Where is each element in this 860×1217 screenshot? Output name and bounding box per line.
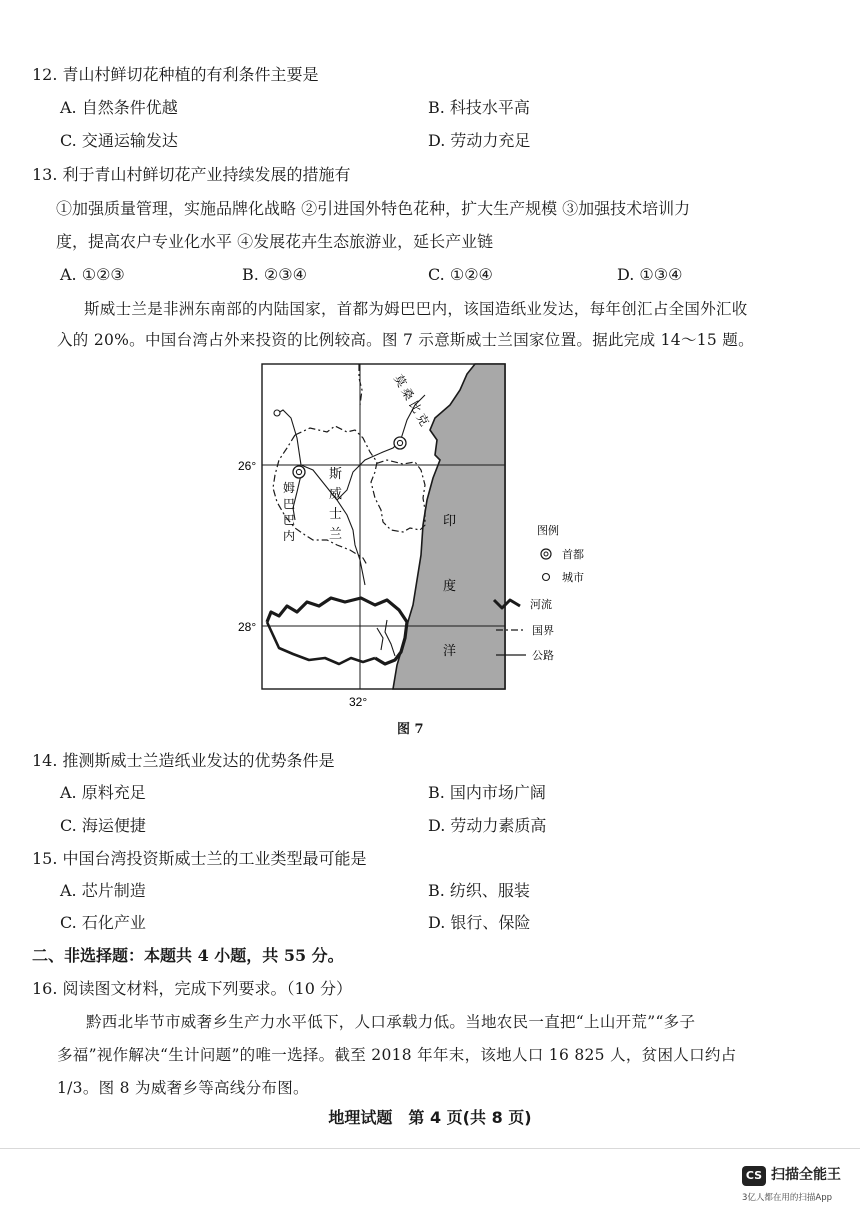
legend-title: 图例 xyxy=(537,524,559,537)
q13-statement-line2: 度，提高农户专业化水平 ④发展花卉生态旅游业，延长产业链 xyxy=(56,232,494,251)
map-legend xyxy=(492,520,602,670)
q12-option-a: A. 自然条件优越 xyxy=(60,98,178,117)
mozambique-char-3: 比 xyxy=(406,398,425,416)
q16-material-line3: 1/3。图 8 为威奢乡等高线分布图。 xyxy=(57,1079,309,1097)
intro-line1: 斯威士兰是非洲东南部的内陆国家，首都为姆巴巴内，该国造纸业发达，每年创汇占全国外汇收 xyxy=(84,300,748,318)
country-char-1: 斯 xyxy=(329,467,343,482)
country-char-3: 士 xyxy=(329,507,343,522)
city-symbol-coast xyxy=(394,437,406,449)
intro-line2: 入的 20%。中国台湾占外来投资的比例较高。图 7 示意斯威士兰国家位置。据此完成 14～15 题。 xyxy=(57,331,754,349)
scanner-app-name: 扫描全能王 xyxy=(771,1167,841,1183)
legend-border-label: 国界 xyxy=(532,624,554,637)
capital-char-4: 内 xyxy=(283,529,296,543)
legend-road-label: 公路 xyxy=(532,649,554,662)
country-char-4: 兰 xyxy=(329,527,343,542)
legend-river-label: 河流 xyxy=(530,598,552,611)
scanner-tagline: 3亿人都在用的扫描App xyxy=(742,1193,833,1203)
q16-material-line2: 多福”视作解决“生计问题”的唯一选择。截至 2018 年年末，该地人口 16 825 人，贫困人口约占 xyxy=(57,1046,737,1064)
ocean-char-2: 度 xyxy=(443,579,457,594)
q14-option-d: D. 劳动力素质高 xyxy=(428,816,547,835)
section-2-heading: 二、非选择题：本题共 4 小题，共 55 分。 xyxy=(32,946,344,965)
q14-stem: 14. 推测斯威士兰造纸业发达的优势条件是 xyxy=(32,751,335,770)
city-symbol-north xyxy=(274,410,280,416)
legend-city-icon xyxy=(543,574,550,581)
q13-statement-line1: ①加强质量管理，实施品牌化战略 ②引进国外特色花种，扩大生产规模 ③加强技术培训力 xyxy=(56,199,691,218)
legend-city-label: 城市 xyxy=(562,571,584,584)
q15-option-d: D. 银行、保险 xyxy=(428,913,531,932)
q12-option-d: D. 劳动力充足 xyxy=(428,131,531,150)
capital-char-3: 巴 xyxy=(283,513,296,527)
q16-stem: 16. 阅读图文材料，完成下列要求。（10 分） xyxy=(32,979,352,998)
q16-material-line1: 黔西北毕节市威奢乡生产力水平低下，人口承载力低。当地农民一直把“上山开荒”“多子 xyxy=(86,1013,696,1031)
capital-symbol-mbabane xyxy=(293,466,305,478)
mozambique-char-1: 莫 xyxy=(391,372,410,390)
lon-label-32: 32° xyxy=(349,695,368,709)
q14-option-b: B. 国内市场广阔 xyxy=(428,783,546,802)
lat-label-26: 26° xyxy=(238,459,257,473)
q13-option-a: A. ①②③ xyxy=(60,265,125,284)
q12-option-b: B. 科技水平高 xyxy=(428,98,530,117)
q13-option-c: C. ①②④ xyxy=(428,265,493,284)
lat-label-28: 28° xyxy=(238,620,257,634)
q15-option-a: A. 芯片制造 xyxy=(60,881,146,900)
ocean-char-3: 洋 xyxy=(443,644,457,659)
q13-option-d: D. ①③④ xyxy=(617,265,683,284)
capital-char-2: 巴 xyxy=(283,497,296,511)
page-footer: 地理试题 第 4 页(共 8 页) xyxy=(328,1108,532,1127)
legend-capital-icon xyxy=(541,549,551,559)
q14-option-a: A. 原料充足 xyxy=(60,783,146,802)
country-char-2: 威 xyxy=(329,487,343,502)
ocean-char-1: 印 xyxy=(443,514,457,529)
mozambique-char-2: 桑 xyxy=(398,385,417,403)
q12-option-c: C. 交通运输发达 xyxy=(60,131,178,150)
q13-stem: 13. 利于青山村鲜切花产业持续发展的措施有 xyxy=(32,165,351,184)
legend-river-icon xyxy=(494,600,520,608)
mozambique-char-4: 克 xyxy=(413,411,432,429)
q15-stem: 15. 中国台湾投资斯威士兰的工业类型最可能是 xyxy=(32,849,367,868)
camscanner-logo-icon: CS xyxy=(742,1166,766,1186)
q15-option-b: B. 纺织、服装 xyxy=(428,881,530,900)
q13-option-b: B. ②③④ xyxy=(242,265,307,284)
q12-stem: 12. 青山村鲜切花种植的有利条件主要是 xyxy=(32,65,319,84)
figure-7-caption: 图 7 xyxy=(397,722,424,737)
capital-char-1: 姆 xyxy=(283,481,296,495)
scan-divider xyxy=(0,1148,860,1149)
q14-option-c: C. 海运便捷 xyxy=(60,816,146,835)
legend-capital-label: 首都 xyxy=(562,548,584,561)
q15-option-c: C. 石化产业 xyxy=(60,913,146,932)
